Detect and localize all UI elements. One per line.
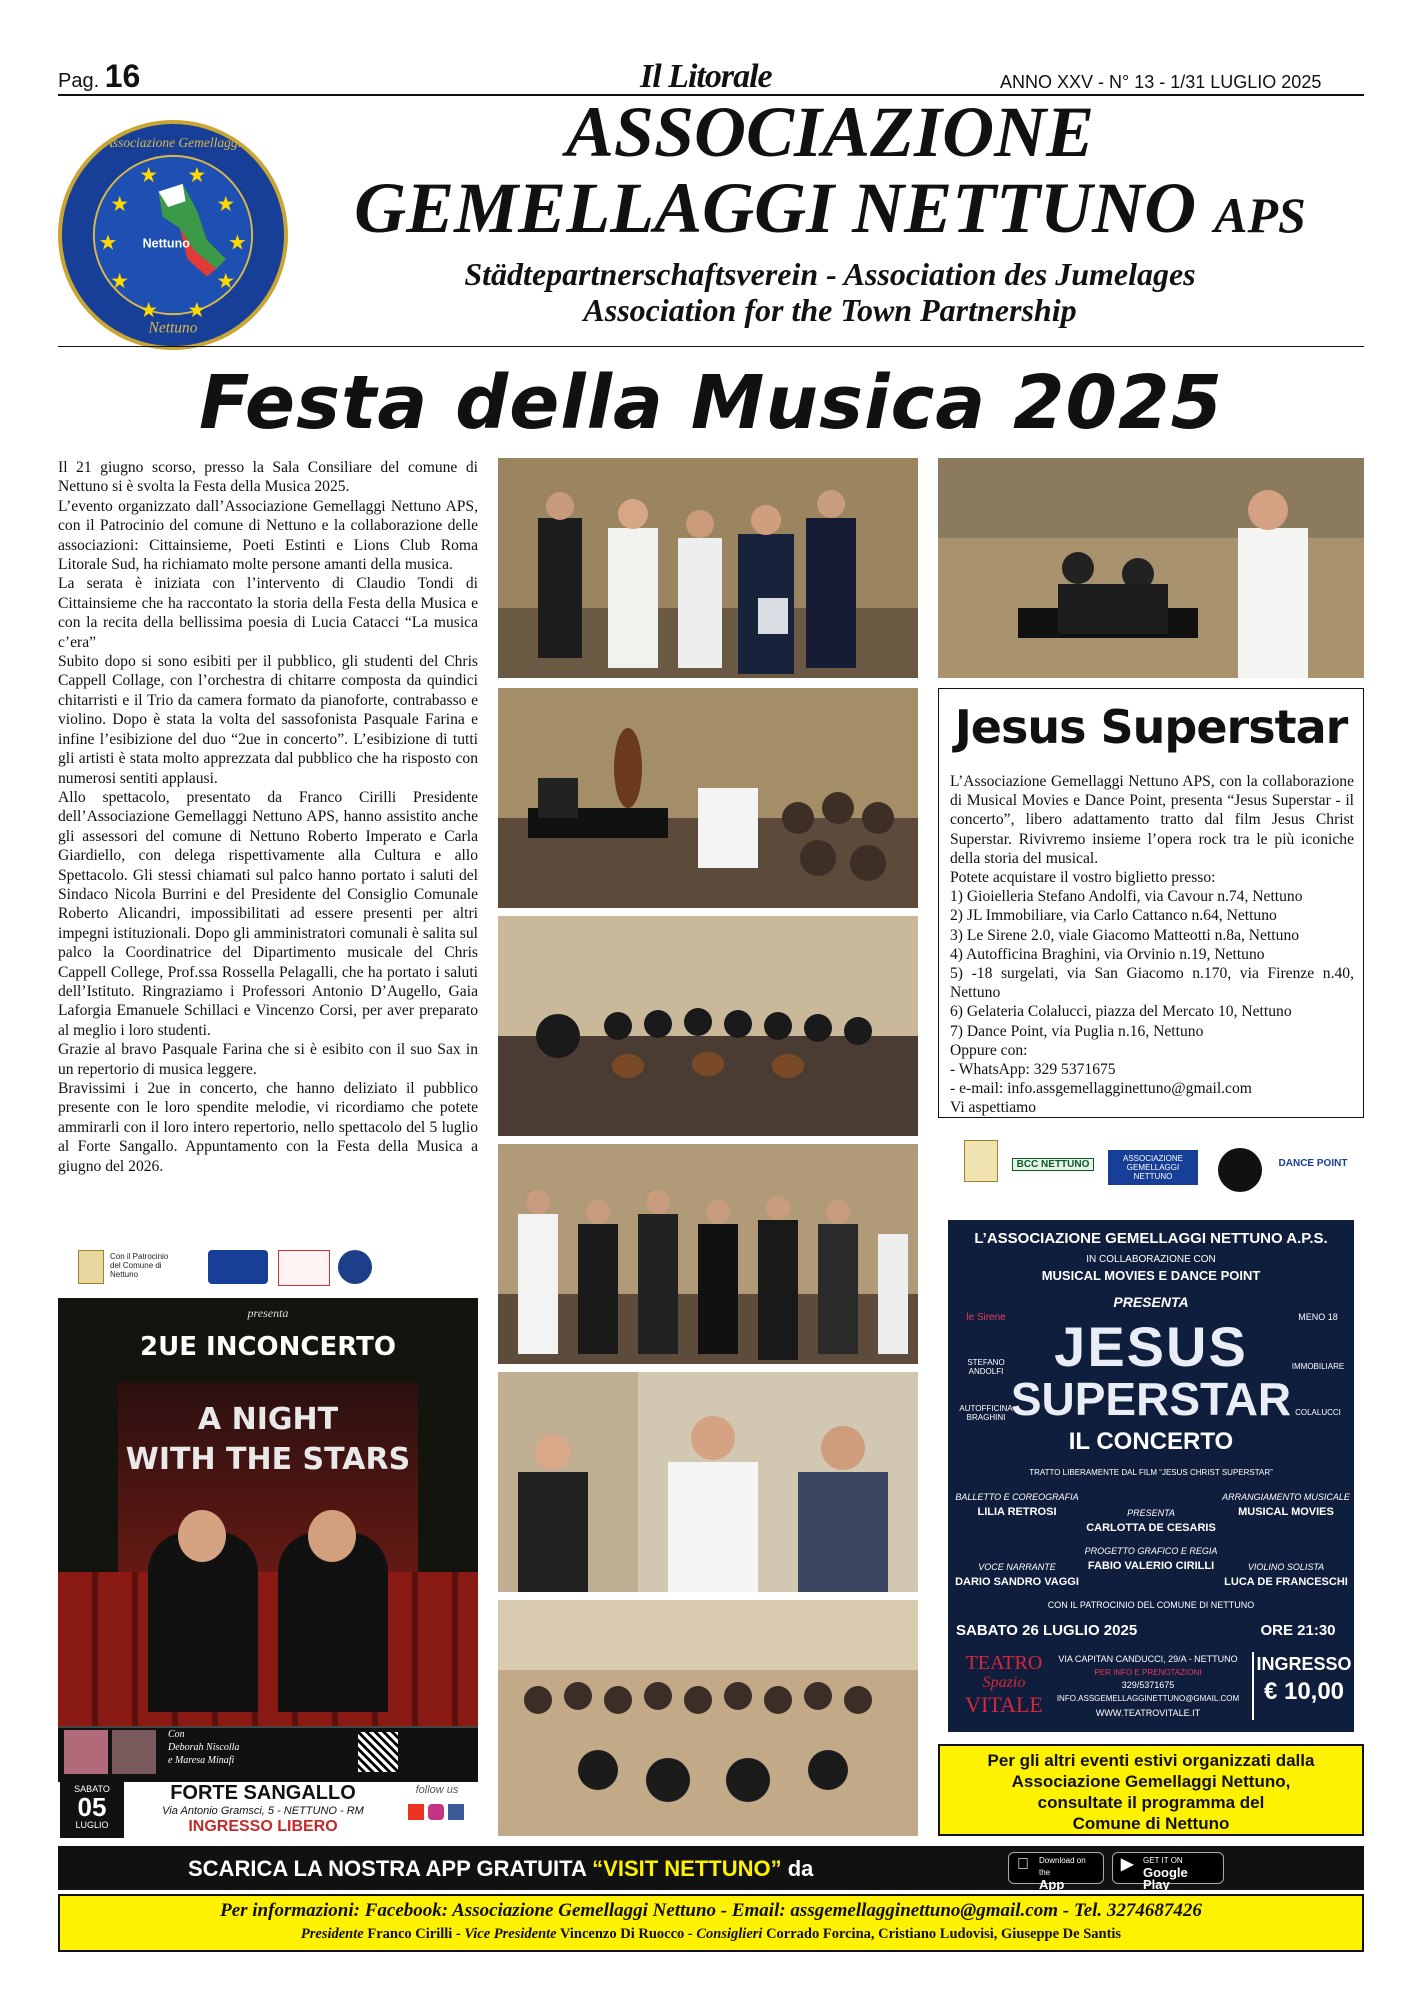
article-paragraph: Bravissimi i 2ue in concerto, che hanno deliziato il pubblico presente con le loro spendite melodie, vi ricordiamo che potete ammirarli con il loro intero repertorio, nello spettacolo del 5 luglio al Forte Sangallo. Appuntamento con la Festa della Musica a giugno del 2026. [58,1080,478,1175]
sponsor-logo [278,1250,330,1286]
jesus-title: Jesus Superstar [954,700,1348,754]
jesus-tickets-intro: Potete acquistare il vostro biglietto presso: [950,869,1216,887]
svg-text:★: ★ [110,269,130,294]
photo-trio-performance [498,688,918,908]
photo-guitar-orchestra [498,916,918,1136]
association-name-line2: GEMELLAGGI NETTUNO APS [354,168,1306,248]
sponsor-logo: AUTOFFICINA BRAGHINI [959,1404,1013,1422]
sponsor-logo: IMMOBILIARE [1291,1362,1345,1371]
photo-audience [498,1600,918,1836]
jesus-poster-title: JESUS [1054,1315,1248,1378]
jesus-superstar-poster: BCC NETTUNO ASSOCIAZIONE GEMELLAGGI NETTUNO DANCE POINT L’ASSOCIAZIONE GEMELLAGGI NETTUNO A.P.S. IN COLLABORAZIONE CON MUSICAL MOVIES E DANCE POINT PRESENTA JESUS SUPERSTAR IL CONCERTO TRATTO LIBERAMENTE DAL FILM “JESUS CHRIST SUPERSTAR” le Sirene STEFANO ANDOLFI AUTOFFICINA BRAGHINI MENO 18 IMMOBILIARE COLALUCCI BALLETTO E COREOGRAFIA LILIA RETROSI PRESENTA CARLOTTA DE CESARIS ARRANGIAMENTO MUSICALE MUSICAL MOVIES PROGETTO GRAFICO E REGIA FABIO VALERIO CIRILLI VOCE NARRANTE DARIO SANDRO VAGGI VIOLINO SOLISTA LUCA DE FRANCESCHI CON IL PATROCINIO DEL COMUNE DI NETTUNO SABATO 26 LUGLIO 2025 ORE 21:30 TEATRO Spazio VITALE VIA CAPITAN CANDUCCI, 29/A - NETTUNO PER INFO E PRENOTAZIONI 329/5371675 INFO.ASSGEMELLAGGINETTUNO@GMAIL.COM WWW.TEATROVITALE.IT INGRESSO € 10,00 [948,1128,1354,1732]
ticket-outlet: 4) Autofficina Braghini, via Orvinio n.19, Nettuno [950,945,1265,963]
musical-movies-icon [1218,1148,1262,1192]
sponsor-logo: MENO 18 [1298,1312,1338,1322]
svg-text:★: ★ [139,298,159,323]
article-paragraph: Subito dopo si sono esibiti per il pubblico, gli studenti del Chris Cappell Collage, con l’orchestra di chitarre composta da quindici chitarristi e il Trio da camera formato da pianoforte, contrabasso e violino. Dopo è stata la volta del sassofonista Pasquale Farina e infine l’esibizione del duo “2ue in concerto”. L’esibizione di tutti gli artisti è stata molto apprezzata dal pubblico che ha risposto con numerosi sentiti applausi. [58,653,478,787]
page-number: Pag. 16 [58,58,141,94]
article-paragraph: Grazie al bravo Pasquale Farina che si è esibito con il suo Sax in un repertorio di musica leggere. [58,1041,478,1078]
dance-point-logo: DANCE POINT [1278,1158,1348,1169]
svg-text:★: ★ [98,230,118,255]
play-icon: ▶ [1121,1856,1134,1873]
instagram-icon [428,1804,444,1820]
photo-stage-greeting [498,1144,918,1364]
svg-text:Associazione Gemellaggi: Associazione Gemellaggi [104,135,242,151]
guest-photo [64,1730,108,1774]
jesus-or: Oppure con: [950,1041,1028,1059]
app-download-bar: SCARICA LA NOSTRA APP GRATUITA “VISIT NETTUNO” da Download on the App ▶ GET IT ON Google Play [58,1846,1364,1890]
jesus-email: - e-mail: info.assgemellagginettuno@gmail.com [950,1080,1252,1098]
city-crest-icon [78,1250,104,1284]
lions-logo-icon [338,1250,372,1284]
jesus-whatsapp: - WhatsApp: 329 5371675 [950,1061,1116,1079]
ticket-outlet: 6) Gelateria Colalucci, piazza del Mercato 10, Nettuno [950,1003,1292,1021]
article-paragraph: Allo spettacolo, presentato da Franco Cirilli Presidente dell’Associazione Gemellaggi Nettuno APS, hanno assistito anche gli assessori del comune di Nettuno Roberto Imperato e Carla Giardiello, con delega rispettivamente alla Cultura e allo Spettacolo. Gli stessi chiamati sul palco hanno portato i saluti del Sindaco Nicola Burrini e del Presidente del Consiglio Comunale Roberto Alicandri, impossibilitati ad essere presenti per altri impegni istituzionali. Dopo gli amministratori comunali è salita sul palco la Coordinatrice del Dipartimento musicale del Chris Cappell College, Prof.ssa Rossella Pelagalli, che ha portato i saluti dell’Istituto. Ringraziamo i Professori Antonio D’Augello, Gaia Laforgia Emanuele Schillaci e Vincenzo Corsi, per aver preparato al meglio i loro studenti. [58,788,478,1039]
city-crest-icon [964,1140,998,1182]
title-rule [58,346,1364,347]
footer-info: Per informazioni: Facebook: Associazione Gemellaggi Nettuno - Email: assgemellagginettuno@gmail.com - Tel. 3274687426 [220,1900,1202,1921]
photo-group-award [498,458,918,678]
subtitle-en: Association for the Town Partnership [583,292,1077,328]
youtube-icon [408,1804,424,1820]
sponsor-logo: COLALUCCI [1295,1408,1341,1417]
jesus-text [950,772,1354,1118]
footer-contacts [58,1894,1364,1952]
ticket-price: € 10,00 [1263,1678,1345,1705]
ticket-outlet: 3) Le Sirene 2.0, viale Giacomo Matteotti n.8a, Nettuno [950,926,1300,944]
app-store-button[interactable]: Download on the App [1008,1852,1104,1884]
svg-text:★: ★ [187,298,207,323]
other-events-box: Per gli altri eventi estivi organizzati dalla Associazione Gemellaggi Nettuno, consultate il programma del Comune di Nettuno [938,1744,1364,1836]
article-paragraph: La serata è iniziata con l’intervento di Claudio Tondi di Cittainsieme che ha raccontato la storia della Festa della Musica e con la recita della bellissima poesia di Lucia Catacci “La musica c’era” [58,575,478,651]
band-name: 2UE INCONCERTO [140,1332,396,1362]
qr-code-icon [358,1732,398,1772]
svg-text:★: ★ [139,162,159,187]
assoc-badge: ASSOCIAZIONE GEMELLAGGI NETTUNO [1108,1150,1198,1185]
sponsor-logo: le Sirene [966,1312,1006,1323]
photo-piano-trio [938,458,1364,678]
photo-speech [498,1372,918,1592]
ticket-outlet: 1) Gioielleria Stefano Andolfi, via Cavour n.74, Nettuno [950,888,1303,906]
article-body [58,458,478,1176]
svg-text:★: ★ [187,162,207,187]
sponsor-logo: STEFANO ANDOLFI [967,1358,1005,1376]
article-paragraph: Il 21 giugno scorso, presso la Sala Consiliare del comune di Nettuno si è svolta la Festa della Musica 2025. [58,459,478,496]
bcc-logo: BCC NETTUNO [1012,1158,1094,1171]
ticket-outlet: 2) JL Immobiliare, via Carlo Cattanco n.64, Nettuno [950,907,1277,925]
masthead: Il Litorale [640,58,772,95]
svg-text:Nettuno: Nettuno [142,236,190,251]
footer-board: Presidente Franco Cirilli - Vice Presidente Vincenzo Di Ruocco - Consiglieri Corrado Forcina, Cristiano Ludovisi, Giuseppe De Santis [300,1926,1122,1942]
assoc-badge-icon [208,1250,268,1284]
main-title: Festa della Musica 2025 [199,360,1223,446]
association-logo [58,120,288,350]
apple-icon [1017,1859,1029,1871]
svg-text:Nettuno: Nettuno [148,319,198,337]
concert-poster: Con il Patrocinio del Comune di Nettuno presenta 2UE INCONCERTO A NIGHT WITH THE STARS Con Deborah Niscolla e Maresa Minafi SABATO 05 LUGLIO FORTE SANGALLO Via Antonio Gramsci, 5 - NETTUNO - RM INGRESSO LIBERO follow us [58,1242,478,1838]
jesus-poster-time: ORE 21:30 [1260,1622,1336,1639]
concert-venue: FORTE SANGALLO [170,1782,356,1804]
article-paragraph: L’evento organizzato dall’Associazione Gemellaggi Nettuno APS, con il Patrocinio del comune di Nettuno e la collaborazione delle associazioni: Cittainsieme, Poeti Estinti e Lions Club Roma Litorale Sud, ha richiamato molte persone amanti della musica. [58,497,478,574]
subtitle-de-fr: Städtepartnerschaftsverein - Association des Jumelages [464,256,1196,292]
jesus-poster-date: SABATO 26 LUGLIO 2025 [956,1622,1138,1639]
association-name-line1: ASSOCIAZIONE [565,92,1095,172]
google-play-button[interactable]: ▶ GET IT ON Google Play [1112,1852,1224,1884]
svg-text:★: ★ [110,191,130,216]
ticket-outlet: 5) -18 surgelati, via San Giacomo n.170, via Firenze n.40, Nettuno [950,965,1354,1002]
issue-info: ANNO XXV - N° 13 - 1/31 LUGLIO 2025 [1000,72,1322,92]
facebook-icon [448,1804,464,1820]
concert-date: SABATO 05 LUGLIO [60,1782,124,1838]
svg-text:★: ★ [228,230,248,255]
guest-photo [112,1730,156,1774]
svg-text:★: ★ [216,269,236,294]
jesus-intro: L’Associazione Gemellaggi Nettuno APS, con la collaborazione di Musical Movies e Dance Point, presenta “Jesus Superstar - il concerto”, libero adattamento tratto dal film Jesus Christ Superstar. Rivivremo insieme l’opera rock tra le più iconiche della storia del musical. [950,773,1354,867]
ticket-outlet: 7) Dance Point, via Puglia n.16, Nettuno [950,1022,1204,1040]
show-title: A NIGHT [197,1402,339,1437]
svg-text:★: ★ [216,191,236,216]
jesus-closing: Vi aspettiamo [950,1099,1037,1117]
